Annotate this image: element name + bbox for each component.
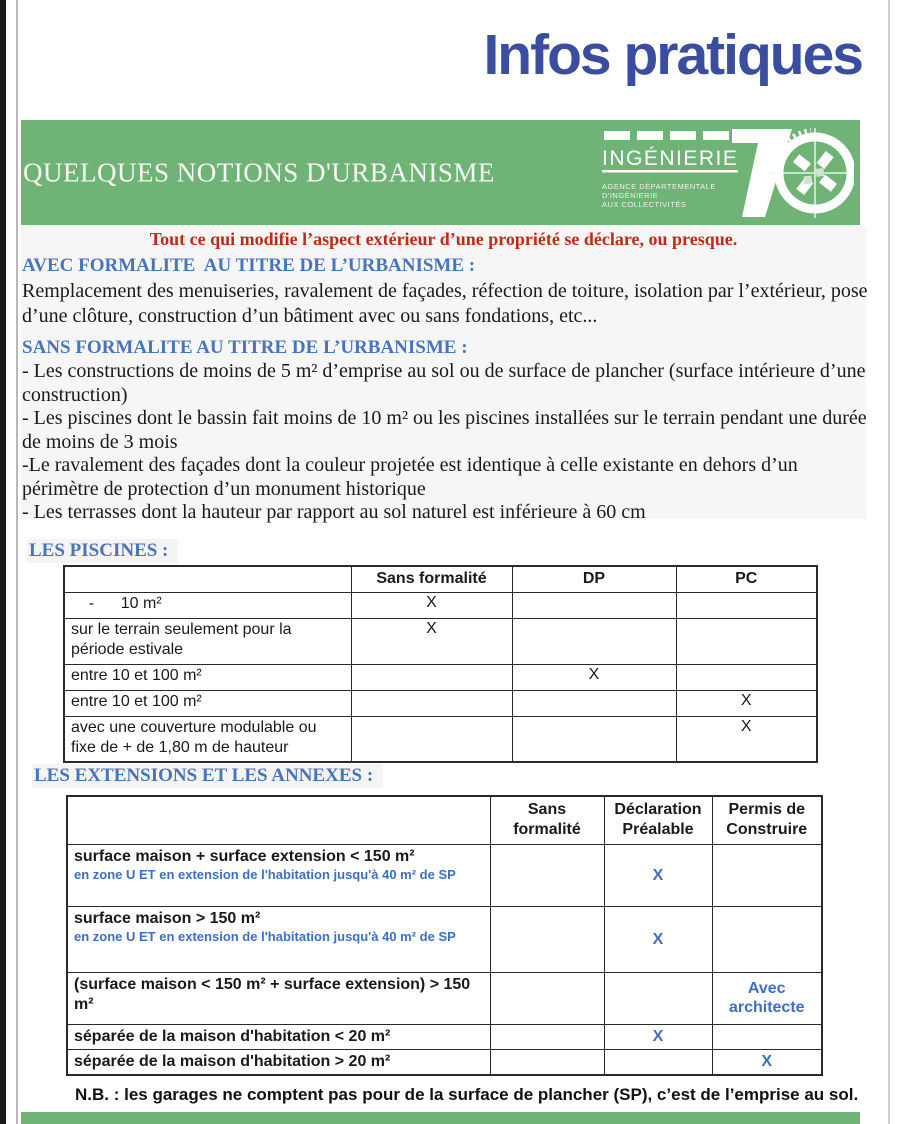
- page-title: Infos pratiques: [483, 23, 862, 87]
- table-row: [67, 1049, 822, 1075]
- row-label: (surface maison < 150 m² + surface extension) > 150 m²: [74, 975, 471, 1013]
- table-header-row: [67, 796, 822, 844]
- list-item: -Le ravalement des façades dont la couleur projetée est identique à celle existante en dehors d’un périmètre de protection d’un monument historique: [22, 454, 798, 500]
- cell-dp: [512, 592, 676, 618]
- table-row: [64, 664, 817, 690]
- avec-formalite-body: Remplacement des menuiseries, ravalement de façades, réfection de toiture, isolation par l’extérieur, pose d’une clôture, construction d’un bâtiment avec ou sans fondations, etc...: [22, 280, 868, 327]
- row-sublabel: en zone U ET en extension de l'habitation jusqu'à 40 m² de SP: [74, 866, 456, 882]
- table-header-row: [64, 566, 817, 592]
- column-header-empty: [67, 796, 490, 844]
- cell-pc: X: [676, 690, 817, 716]
- section-heading-avec-formalite: AVEC FORMALITE AU TITRE DE L’URBANISME :: [22, 255, 476, 276]
- banner-title: QUELQUES NOTIONS D'URBANISME: [23, 157, 495, 187]
- logo-name: INGÉNIERIE: [602, 147, 739, 170]
- row-label: séparée de la maison d'habitation < 20 m²: [74, 1027, 391, 1045]
- row-label: - 10 m²: [64, 592, 351, 618]
- scan-edge-line-right: [888, 0, 890, 1124]
- notice-text: Tout ce qui modifie l’aspect extérieur d’une propriété se déclare, ou presque.: [149, 229, 738, 249]
- table-row: [67, 972, 822, 1024]
- column-header-sans-formalite: Sans formalité: [490, 796, 604, 844]
- cell-sans-formalite: [351, 664, 512, 690]
- row-sublabel: en zone U ET en extension de l'habitation jusqu'à 40 m² de SP: [74, 928, 456, 944]
- extensions-table: [66, 795, 823, 1076]
- row-label: séparée de la maison d'habitation > 20 m²: [74, 1052, 391, 1070]
- cell-pc: [676, 618, 817, 664]
- table-row: [67, 1024, 822, 1049]
- column-header-pc: PC: [676, 566, 817, 592]
- column-header-permis-de-construire: Permis de Construire: [712, 796, 822, 844]
- list-item: - Les terrasses dont la hauteur par rapport au sol naturel est inférieure à 60 cm: [22, 501, 646, 523]
- cell-dp: X: [512, 664, 676, 690]
- piscines-table: [63, 565, 818, 763]
- row-label: avec une couverture modulable ou fixe de + de 1,80 m de hauteur: [64, 716, 351, 762]
- cell-pc: [676, 592, 817, 618]
- row-label-cell: [67, 906, 490, 972]
- row-label: entre 10 et 100 m²: [64, 690, 351, 716]
- scan-edge-line-left: [16, 0, 18, 1124]
- table-row: [67, 844, 822, 906]
- cell-dp: [512, 618, 676, 664]
- column-header-declaration-prealable: Déclaration Préalable: [604, 796, 712, 844]
- cell-declaration-prealable: X: [604, 844, 712, 906]
- logo-subline-2: D'INGÉNIERIE: [602, 191, 659, 200]
- cell-declaration-prealable: X: [604, 1024, 712, 1049]
- green-banner: [21, 120, 860, 225]
- cell-dp: [512, 690, 676, 716]
- row-label: surface maison + surface extension < 150 m²: [74, 847, 415, 865]
- row-label-cell: [67, 972, 490, 1024]
- sans-formalite-list: [22, 360, 870, 525]
- cell-pc: [676, 664, 817, 690]
- cell-sans-formalite: [490, 844, 604, 906]
- extensions-heading: LES EXTENSIONS ET LES ANNEXES :: [32, 764, 383, 788]
- cell-declaration-prealable: [604, 1049, 712, 1075]
- row-label-cell: [67, 1024, 490, 1049]
- table-row: [64, 716, 817, 762]
- cell-sans-formalite: [490, 972, 604, 1024]
- scan-edge-black: [0, 0, 6, 1124]
- column-header-empty: [64, 566, 351, 592]
- row-label: surface maison > 150 m²: [74, 909, 261, 927]
- cell-declaration-prealable: [604, 972, 712, 1024]
- cell-sans-formalite: [490, 1049, 604, 1075]
- row-label: entre 10 et 100 m²: [64, 664, 351, 690]
- logo-subline-3: AUX COLLECTIVITÉS: [602, 200, 687, 209]
- cell-permis-de-construire: [712, 906, 822, 972]
- cell-permis-de-construire: Avec architecte: [712, 972, 822, 1024]
- cell-sans-formalite: [490, 1024, 604, 1049]
- column-header-sans-formalite: Sans formalité: [351, 566, 512, 592]
- row-label-cell: [67, 844, 490, 906]
- table-row: [64, 618, 817, 664]
- footnote-nb: N.B. : les garages ne comptent pas pour de la surface de plancher (SP), c’est de l’emprise au sol.: [75, 1085, 859, 1104]
- cell-pc: X: [676, 716, 817, 762]
- table-row: [64, 592, 817, 618]
- column-header-dp: DP: [512, 566, 676, 592]
- cell-sans-formalite: [490, 906, 604, 972]
- cell-permis-de-construire: [712, 844, 822, 906]
- logo-subline-1: AGENCE DÉPARTEMENTALE: [602, 182, 716, 191]
- bottom-green-bar: [21, 1112, 860, 1124]
- list-item: - Les piscines dont le bassin fait moins de 10 m² ou les piscines installées sur le terrain pendant une durée de moins de 3 mois: [22, 407, 867, 453]
- cell-sans-formalite: [351, 690, 512, 716]
- list-item: - Les constructions de moins de 5 m² d’emprise au sol ou de surface de plancher (surface intérieure d’une construction): [22, 360, 866, 406]
- table-row: [64, 690, 817, 716]
- cell-sans-formalite: X: [351, 618, 512, 664]
- ingenierie70-logo: [602, 127, 854, 219]
- cell-dp: [512, 716, 676, 762]
- section-heading-sans-formalite: SANS FORMALITE AU TITRE DE L’URBANISME :: [22, 337, 468, 358]
- row-label-cell: [67, 1049, 490, 1075]
- cell-sans-formalite: [351, 716, 512, 762]
- row-label: sur le terrain seulement pour la période estivale: [64, 618, 351, 664]
- table-row: [67, 906, 822, 972]
- cell-sans-formalite: X: [351, 592, 512, 618]
- cell-permis-de-construire: [712, 1024, 822, 1049]
- cell-declaration-prealable: X: [604, 906, 712, 972]
- piscines-heading: LES PISCINES :: [27, 539, 178, 563]
- cell-permis-de-construire: X: [712, 1049, 822, 1075]
